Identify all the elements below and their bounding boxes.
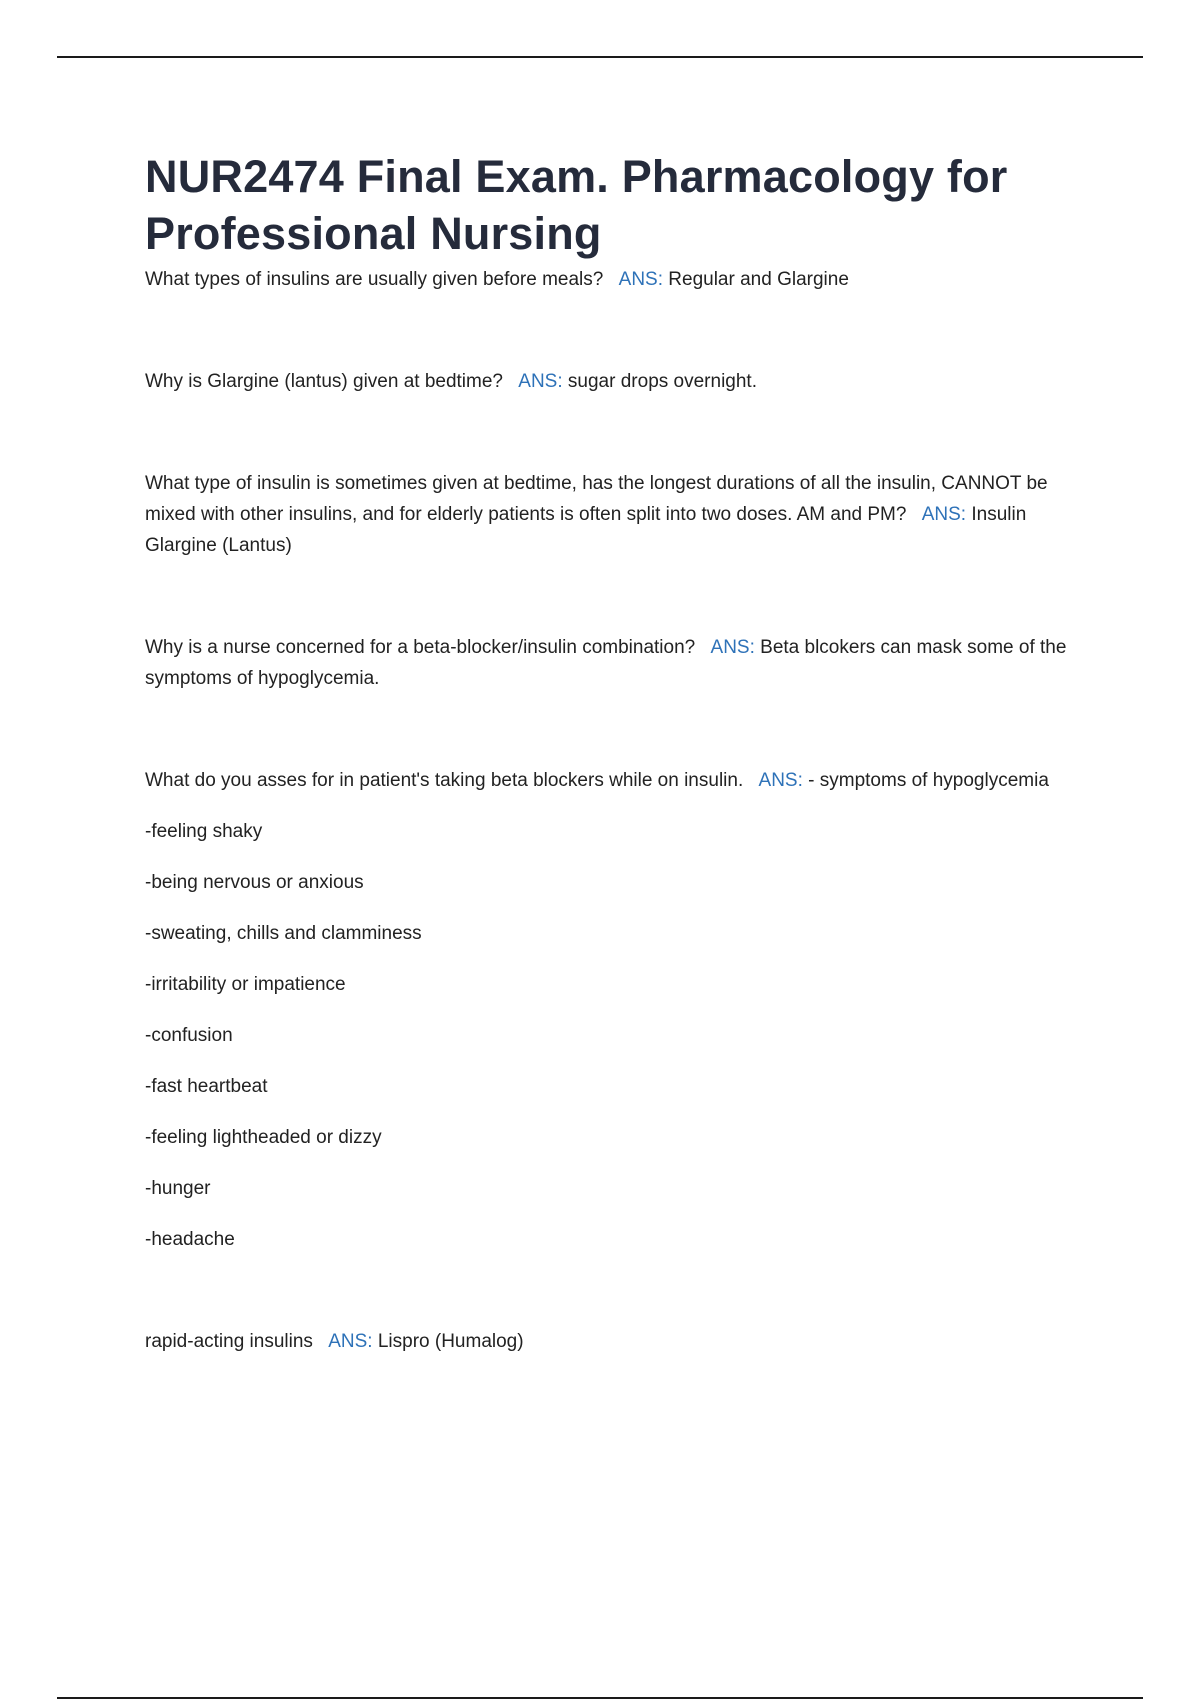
question-text: Why is a nurse concerned for a beta-blocker/insulin combination? <box>145 637 696 658</box>
answer-text: sugar drops overnight. <box>567 371 757 392</box>
list-item: -feeling lightheaded or dizzy <box>145 1127 382 1148</box>
list-item: -fast heartbeat <box>145 1076 268 1097</box>
document-title: NUR2474 Final Exam. Pharmacology for Professional Nursing <box>145 151 1008 259</box>
answer-text: - symptoms of hypoglycemia <box>808 770 1049 791</box>
qa-item <box>145 264 1085 295</box>
question-text: What type of insulin is sometimes given at bedtime, has the longest durations of all the insulin, CANNOT be mixed with other insulins, and for elderly patients is often split into two doses. AM and PM? <box>145 473 1048 525</box>
list-item: -feeling shaky <box>145 821 263 842</box>
question-text: What types of insulins are usually given before meals? <box>145 269 604 290</box>
qa-item <box>145 1326 1085 1357</box>
list-item: -headache <box>145 1229 235 1250</box>
bottom-rule <box>57 1697 1143 1699</box>
answer-label: ANS: <box>710 637 755 658</box>
qa-item <box>145 765 1085 796</box>
list-item: -confusion <box>145 1025 233 1046</box>
list-item: -hunger <box>145 1178 211 1199</box>
document-body <box>145 148 1085 1357</box>
answer-label: ANS: <box>618 269 663 290</box>
answer-label: ANS: <box>328 1331 373 1352</box>
list-item: -irritability or impatience <box>145 974 346 995</box>
answer-text: Beta blcokers can mask some of the symptoms of hypoglycemia. <box>145 637 1067 689</box>
answer-text: Insulin Glargine (Lantus) <box>145 504 1027 556</box>
qa-item <box>145 632 1085 694</box>
question-text: What do you asses for in patient's taking beta blockers while on insulin. <box>145 770 744 791</box>
top-rule <box>57 56 1143 58</box>
answer-label: ANS: <box>921 504 967 525</box>
qa-item <box>145 468 1085 561</box>
answer-label: ANS: <box>758 770 803 791</box>
list-item: -being nervous or anxious <box>145 872 364 893</box>
answer-text: Lispro (Humalog) <box>377 1331 524 1352</box>
answer-label: ANS: <box>518 371 563 392</box>
qa-item <box>145 366 1085 397</box>
question-text: Why is Glargine (lantus) given at bedtime? <box>145 371 503 392</box>
question-text: rapid-acting insulins <box>145 1331 313 1352</box>
answer-text: Regular and Glargine <box>668 269 849 290</box>
list-item: -sweating, chills and clamminess <box>145 923 422 944</box>
symptom-list <box>145 816 1085 1255</box>
